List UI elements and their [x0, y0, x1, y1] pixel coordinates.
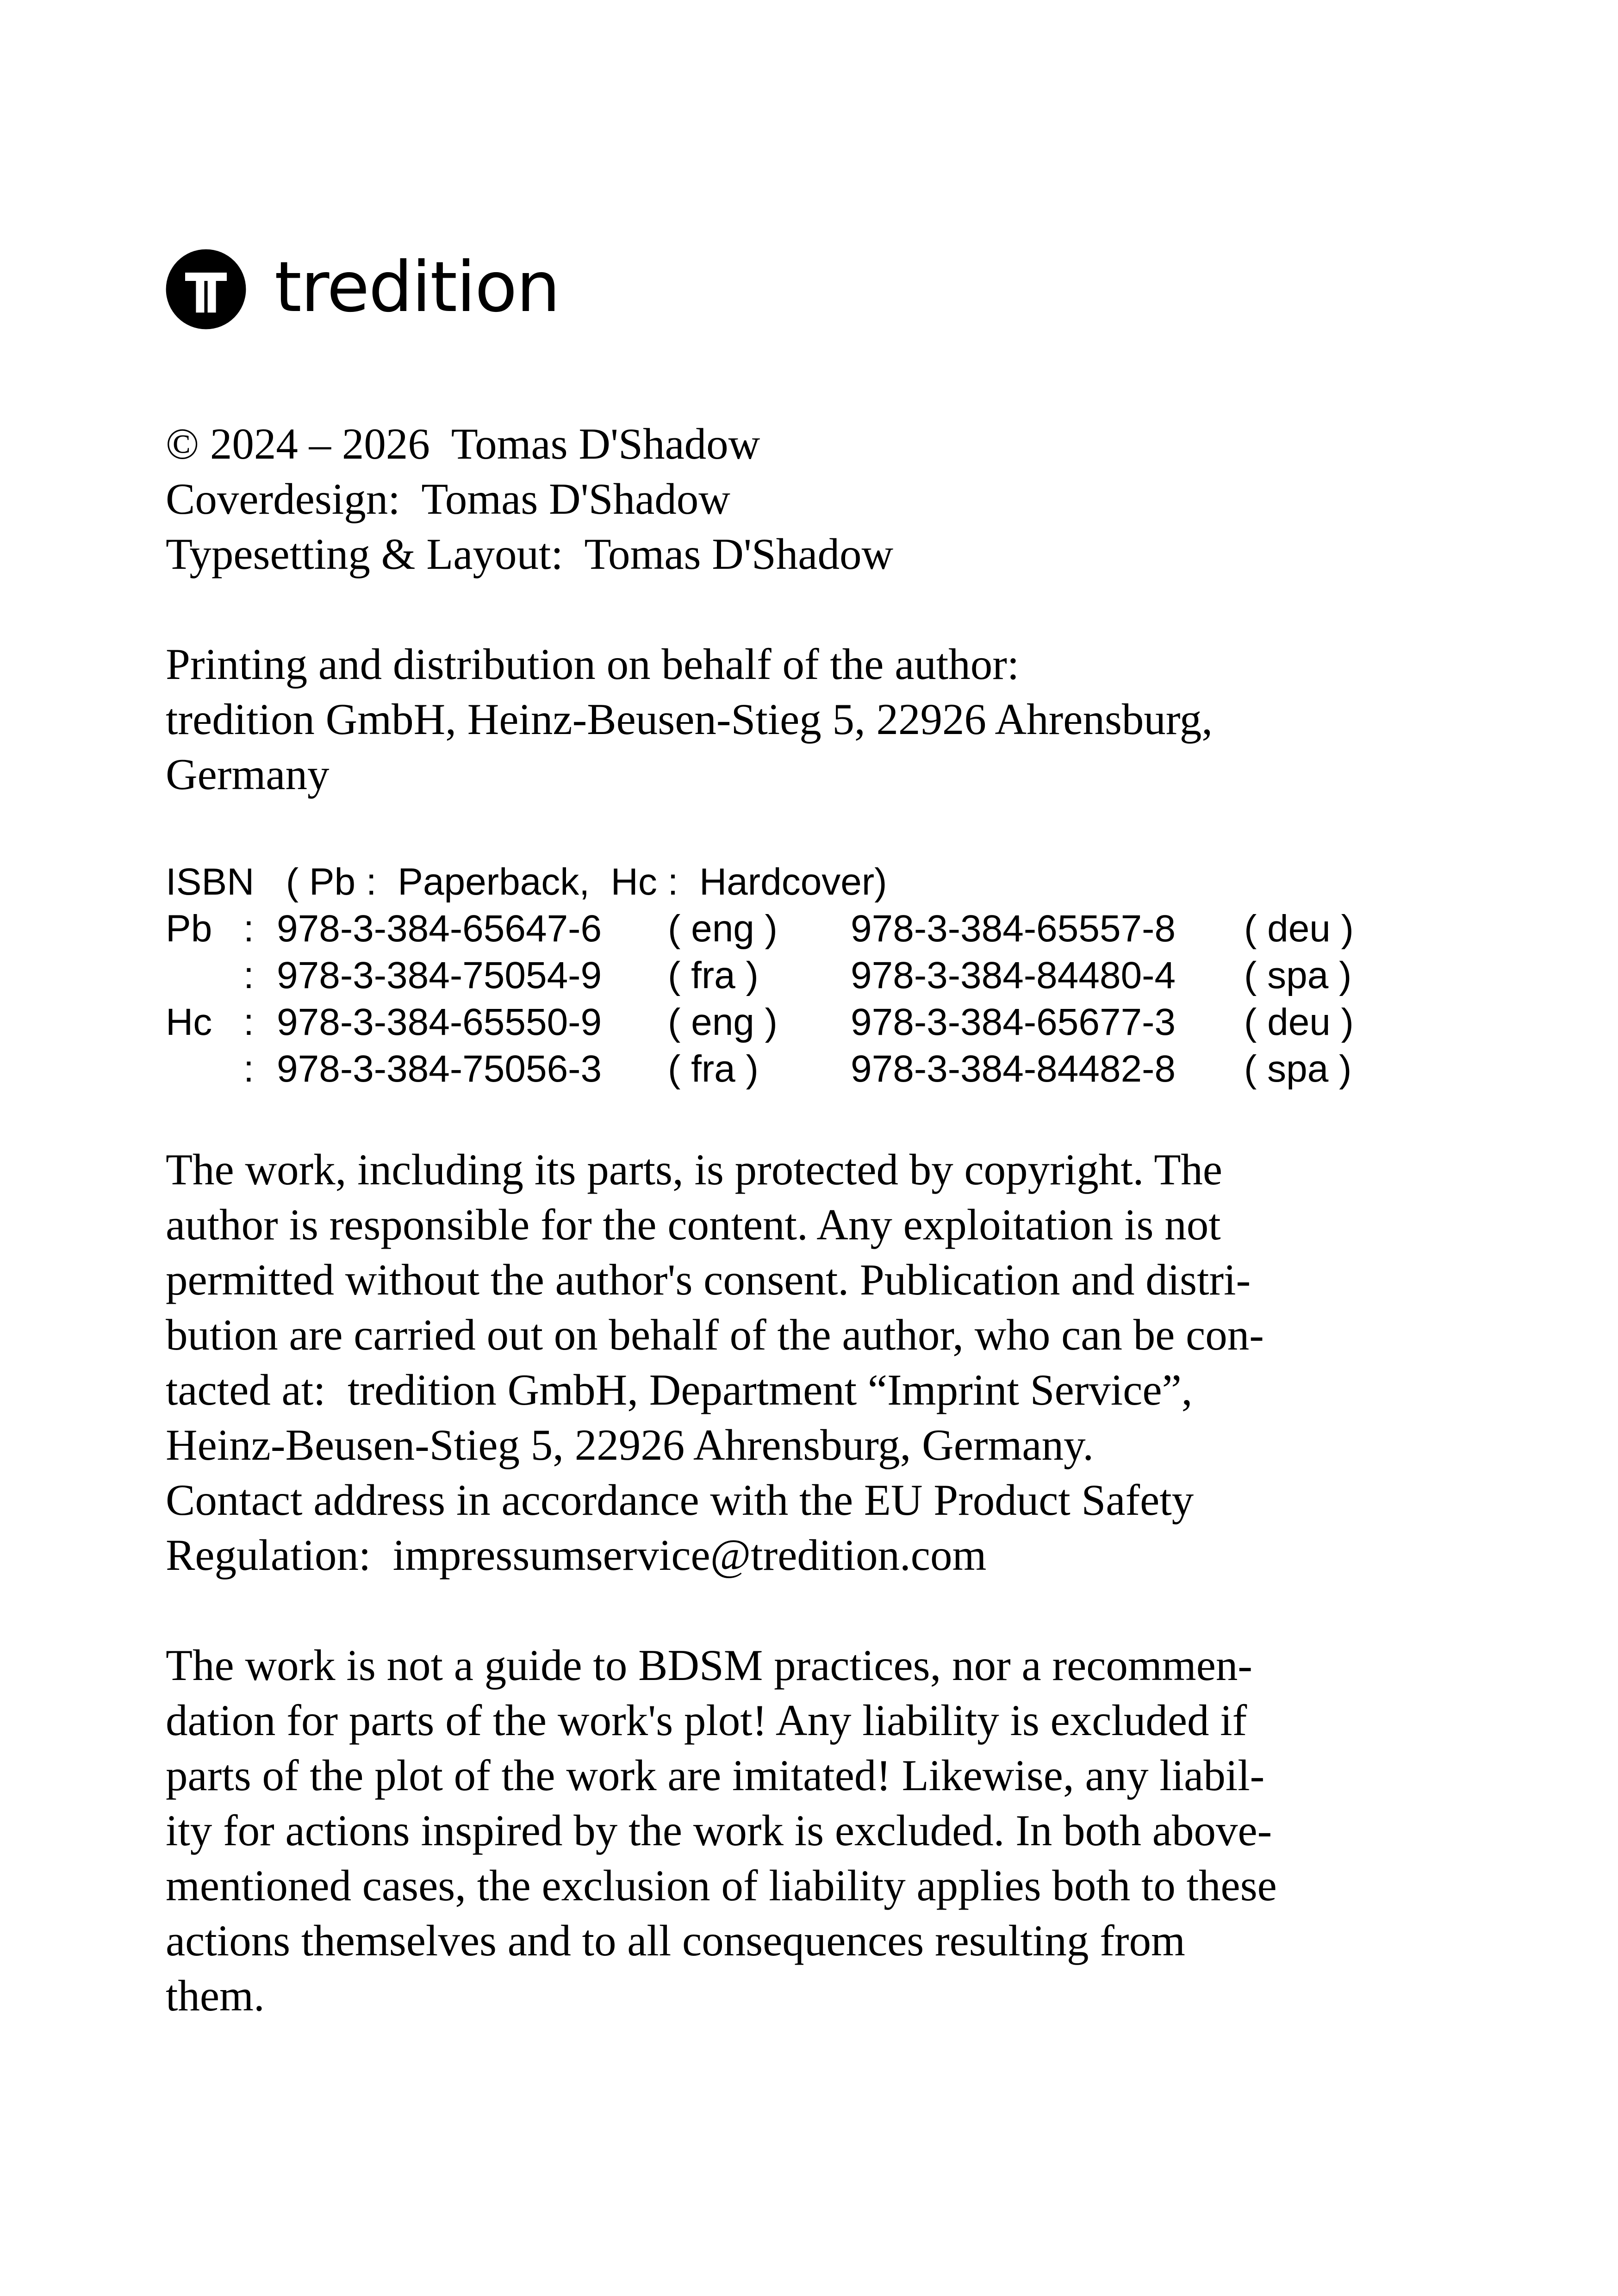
isbn-language: ( fra ) — [668, 1048, 759, 1090]
notice-line: Contact address in accordance with the EU Product Safety — [166, 1475, 1194, 1524]
isbn-language: ( fra ) — [668, 954, 759, 996]
copyright-notice — [166, 1142, 1264, 1583]
notice-line: Regulation: impressumservice@tredition.com — [166, 1531, 987, 1580]
isbn-number: 978-3-384-75056-3 — [277, 1048, 602, 1090]
credits-block — [166, 417, 893, 582]
isbn-language: ( deu ) — [1244, 908, 1354, 950]
isbn-number: 978-3-384-65557-8 — [851, 908, 1176, 950]
isbn-block — [166, 859, 1354, 1092]
isbn-row — [166, 1045, 1352, 1092]
disclaimer-line: parts of the plot of the work are imitated! Likewise, any liabil- — [166, 1751, 1265, 1800]
isbn-language: ( eng ) — [668, 908, 778, 950]
isbn-header: ISBN ( Pb : Paperback, Hc : Hardcover) — [166, 861, 887, 903]
disclaimer-line: mentioned cases, the exclusion of liability applies both to these — [166, 1861, 1277, 1910]
coverdesign-line: Coverdesign: Tomas D'Shadow — [166, 474, 730, 523]
notice-line: permitted without the author's consent. Publication and distri- — [166, 1255, 1251, 1304]
printing-line: tredition GmbH, Heinz-Beusen-Stieg 5, 22926 Ahrensburg, — [166, 695, 1213, 744]
isbn-row — [166, 952, 1352, 999]
printing-line: Printing and distribution on behalf of the author: — [166, 640, 1020, 689]
isbn-format: Pb — [166, 908, 212, 950]
isbn-format: Hc — [166, 1001, 212, 1043]
notice-line: author is responsible for the content. Any exploitation is not — [166, 1200, 1221, 1249]
disclaimer-line: ity for actions inspired by the work is excluded. In both above- — [166, 1806, 1272, 1855]
copyright-line: © 2024 – 2026 Tomas D'Shadow — [166, 419, 760, 468]
disclaimer-line: actions themselves and to all consequences resulting from — [166, 1916, 1185, 1965]
isbn-colon: : — [243, 1048, 254, 1090]
disclaimer-line: them. — [166, 1971, 265, 2020]
typesetting-line: Typesetting & Layout: Tomas D'Shadow — [166, 529, 894, 579]
isbn-language: ( spa ) — [1244, 954, 1352, 996]
isbn-number: 978-3-384-84482-8 — [851, 1048, 1176, 1090]
disclaimer-line: The work is not a guide to BDSM practices, nor a recommen- — [166, 1641, 1253, 1690]
disclaimer-line: dation for parts of the work's plot! Any liability is excluded if — [166, 1696, 1247, 1745]
isbn-language: ( eng ) — [668, 1001, 778, 1043]
liability-disclaimer — [166, 1638, 1277, 2023]
isbn-number: 978-3-384-84480-4 — [851, 954, 1176, 996]
notice-line: The work, including its parts, is protected by copyright. The — [166, 1145, 1223, 1194]
notice-line: tacted at: tredition GmbH, Department “Imprint Service”, — [166, 1365, 1193, 1414]
isbn-number: 978-3-384-65550-9 — [277, 1001, 602, 1043]
isbn-number: 978-3-384-65647-6 — [277, 908, 602, 950]
logo-wordmark: tredition — [274, 247, 560, 328]
printing-line: Germany — [166, 750, 330, 799]
isbn-colon: : — [243, 908, 254, 950]
tredition-logo-icon — [164, 248, 248, 331]
isbn-number: 978-3-384-65677-3 — [851, 1001, 1176, 1043]
isbn-row — [166, 999, 1354, 1045]
isbn-row — [166, 905, 1354, 952]
printing-block — [166, 637, 1213, 802]
isbn-language: ( spa ) — [1244, 1048, 1352, 1090]
notice-line: Heinz-Beusen-Stieg 5, 22926 Ahrensburg, Germany. — [166, 1420, 1094, 1469]
notice-line: bution are carried out on behalf of the author, who can be con- — [166, 1310, 1264, 1359]
publisher-logo — [164, 248, 560, 331]
isbn-language: ( deu ) — [1244, 1001, 1354, 1043]
isbn-colon: : — [243, 1001, 254, 1043]
isbn-number: 978-3-384-75054-9 — [277, 954, 602, 996]
isbn-colon: : — [243, 954, 254, 996]
